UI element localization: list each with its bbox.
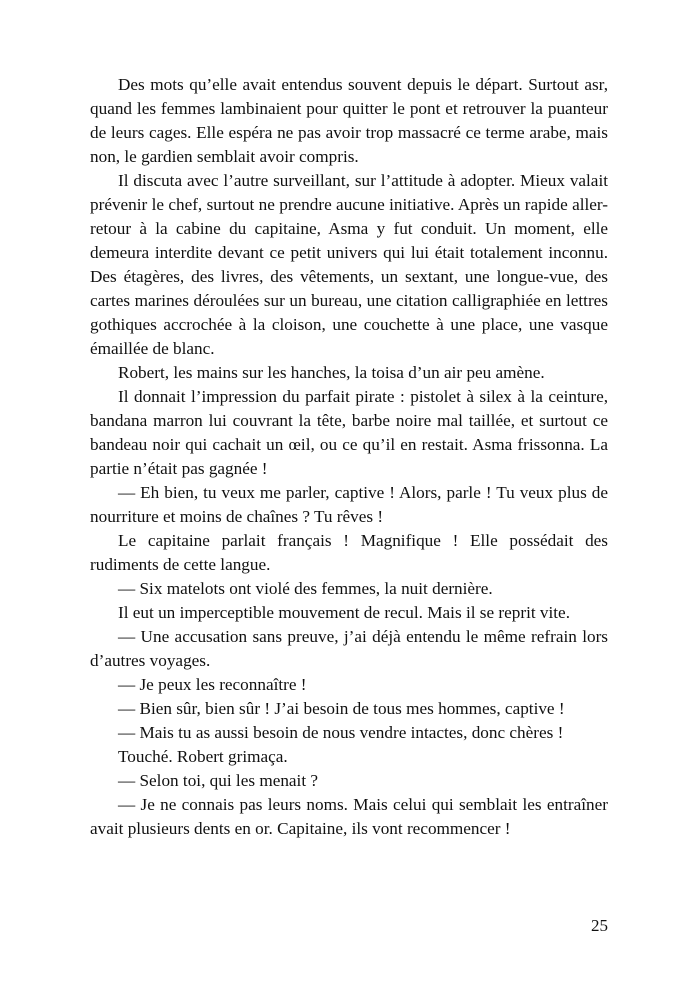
dialogue-paragraph: — Une accusation sans preuve, j’ai déjà entendu le même refrain lors d’autres voyages.	[90, 627, 608, 670]
dialogue-paragraph: — Six matelots ont violé des femmes, la nuit dernière.	[118, 579, 493, 598]
dialogue-paragraph: — Eh bien, tu veux me parler, captive ! Alors, parle ! Tu veux plus de nourriture et moins de chaînes ? Tu rêves !	[90, 483, 608, 526]
paragraph: Robert, les mains sur les hanches, la toisa d’un air peu amène.	[118, 363, 545, 382]
paragraph: Le capitaine parlait français ! Magnifique ! Elle possédait des rudiments de cette langue.	[90, 531, 608, 574]
dialogue-paragraph: — Je peux les reconnaître !	[118, 675, 307, 694]
page-number: 25	[591, 916, 608, 935]
paragraph: Il donnait l’impression du parfait pirate : pistolet à silex à la ceinture, bandana marron lui couvrant la tête, barbe noire mal taillée, et surtout ce bandeau noir qui cachait un œil, ou ce qu’il en restait. Asma frissonna. La partie n’était pas gagnée !	[90, 387, 608, 478]
dialogue-paragraph: — Bien sûr, bien sûr ! J’ai besoin de tous mes hommes, captive !	[118, 699, 565, 718]
paragraph: Il discuta avec l’autre surveillant, sur l’attitude à adopter. Mieux valait prévenir le chef, surtout ne prendre aucune initiative. Après un rapide aller-retour à la cabine du capitaine, Asma y fut conduit. Un moment, elle demeura interdite devant ce petit univers qui lui était totalement inconnu. Des étagères, des livres, des vêtements, un sextant, une longue-vue, des cartes marines déroulées sur un bureau, une citation calligraphiée en lettres gothiques accrochée à la cloison, une couchette à une place, une vasque émaillée de blanc.	[90, 171, 608, 358]
paragraph: Il eut un imperceptible mouvement de recul. Mais il se reprit vite.	[118, 603, 570, 622]
paragraph: Des mots qu’elle avait entendus souvent depuis le départ. Surtout asr, quand les femmes lambinaient pour quitter le pont et retrouver la puanteur de leurs cages. Elle espéra ne pas avoir trop massacré ce terme arabe, mais non, le gardien semblait avoir compris.	[90, 75, 608, 166]
dialogue-paragraph: — Selon toi, qui les menait ?	[118, 771, 319, 790]
dialogue-paragraph: — Mais tu as aussi besoin de nous vendre intactes, donc chères !	[118, 723, 564, 742]
body-text	[90, 73, 608, 841]
dialogue-paragraph: — Je ne connais pas leurs noms. Mais celui qui semblait les entraîner avait plusieurs dents en or. Capitaine, ils vont recommencer !	[90, 795, 608, 838]
paragraph: Touché. Robert grimaça.	[118, 747, 288, 766]
